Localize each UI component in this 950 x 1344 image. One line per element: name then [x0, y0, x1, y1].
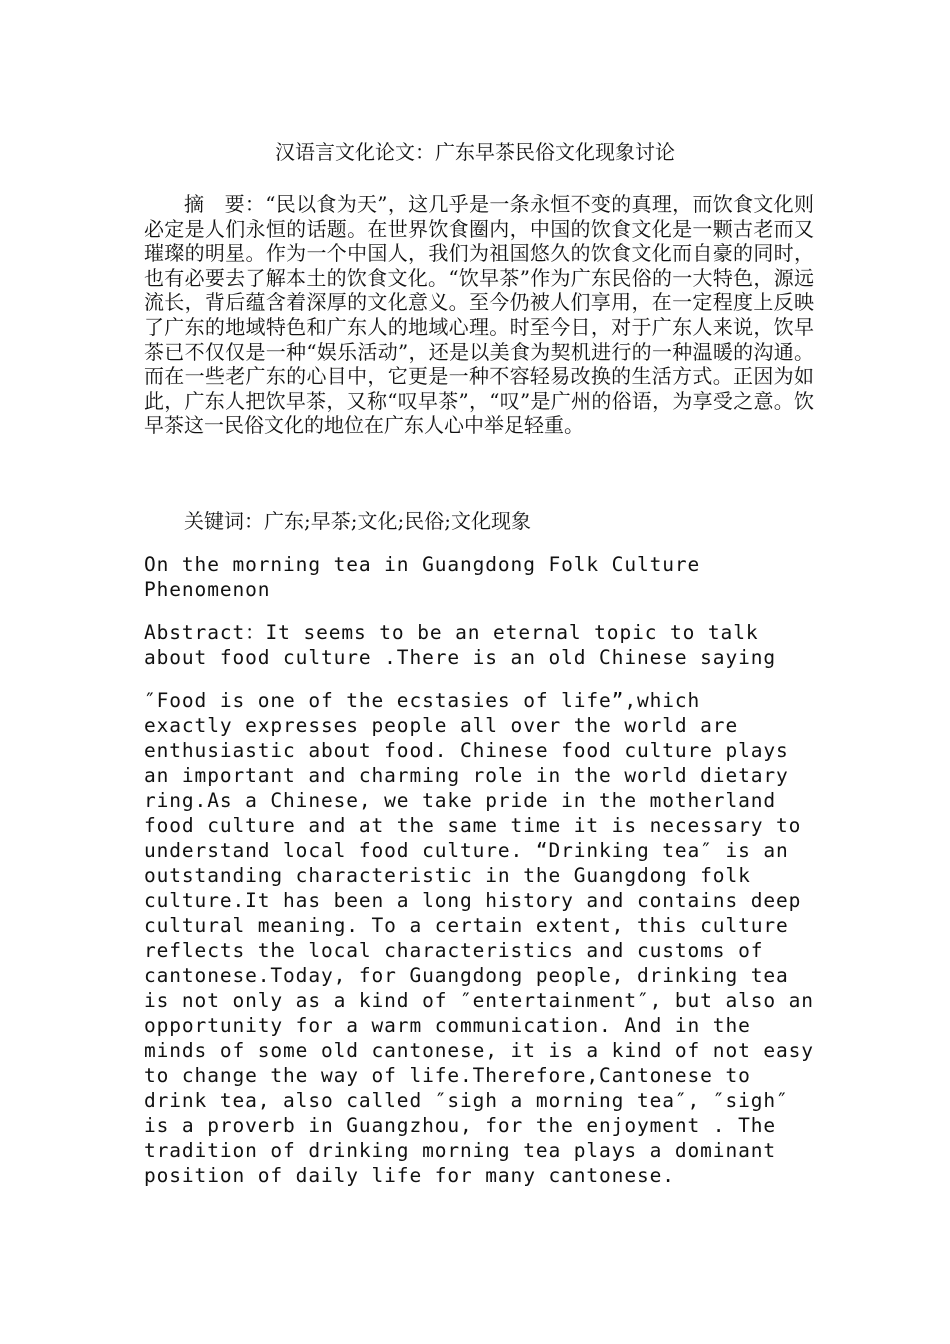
english-abstract-body: ″Food is one of the ecstasies of life”,which exactly expresses people all over the world are enthusiastic about food. Chinese food culture plays an important and charming role in the world dietary ring.As a Chinese, we take pride in the motherland food culture and at the same time it is necessary to understand local food culture. “Drinking tea″ is an outstanding characteristic in the Guangdong folk culture.It has been a long history and contains deep cultural meaning. To a certain extent, this culture reflects the local characteristics and customs of cantonese.Today, for Guangdong people, drinking tea is not only as a kind of ″entertainment″, but also an opportunity for a warm communication. And in the minds of some old cantonese, it is a kind of not easy to change the way of life.Therefore,Cantonese to drink tea, also called ″sigh a morning tea″, ″sigh″ is a proverb in Guangzhou, for the enjoyment . The tradition of drinking morning tea plays a dominant position of daily life for many cantonese. [144, 689, 814, 1187]
english-abstract-heading: Abstract：It seems to be an eternal topic to talk about food culture .There is an old Chinese saying [144, 621, 776, 669]
keywords-line: 关键词：广东;早茶;文化;民俗;文化现象 [184, 509, 531, 533]
chinese-abstract: 摘 要：“民以食为天”，这几乎是一条永恒不变的真理，而饮食文化则必定是人们永恒的话题。在世界饮食圈内，中国的饮食文化是一颗古老而又璀璨的明星。作为一个中国人，我们为祖国悠久的饮食文化而自豪的同时，也有必要去了解本土的饮食文化。“饮早茶”作为广东民俗的一大特色，源远流长，背后蕴含着深厚的文化意义。至今仍被人们享用，在一定程度上反映了广东的地域特色和广东人的地域心理。时至今日，对于广东人来说，饮早茶已不仅仅是一种“娱乐活动”，还是以美食为契机进行的一种温暖的沟通。而在一些老广东的心目中，它更是一种不容轻易改换的生活方式。正因为如此，广东人把饮早茶，又称“叹早茶”，“叹”是广州的俗语，为享受之意。饮早茶这一民俗文化的地位在广东人心中举足轻重。 [144, 192, 814, 438]
english-title: On the morning tea in Guangdong Folk Culture Phenomenon [144, 553, 701, 601]
document-title: 汉语言文化论文：广东早茶民俗文化现象讨论 [275, 140, 675, 164]
